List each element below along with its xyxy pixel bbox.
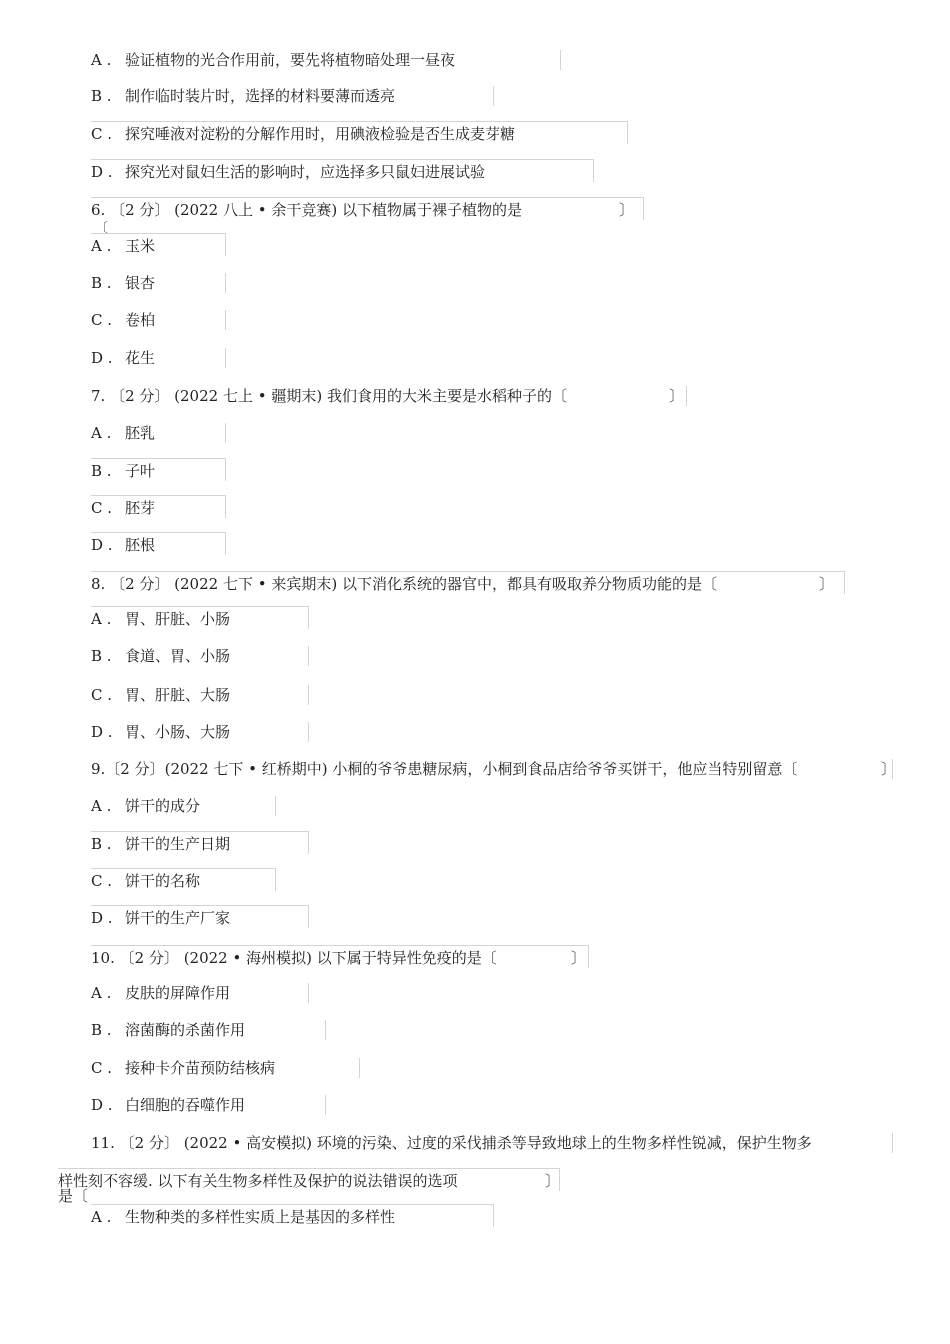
q10-option-c: C . 接种卡介苗预防结核病 [91, 1058, 360, 1078]
q8-option-a: A . 胃、肝脏、小肠 [91, 606, 309, 629]
q6-stem: 6. 〔2 分〕 (2022 八上 • 余干竞赛) 以下植物属于裸子植物的是 〕 [91, 197, 644, 220]
q9-option-b: B . 饼干的生产日期 [91, 831, 309, 854]
q7-option-b: B . 子叶 [91, 458, 226, 481]
q7-option-a: A . 胚乳 [91, 423, 226, 443]
q10-stem: 10. 〔2 分〕 (2022 • 海州模拟) 以下属于特异性免疫的是〔 〕 [91, 945, 589, 968]
q6-option-d: D . 花生 [91, 348, 226, 368]
q7-option-c: C . 胚芽 [91, 495, 226, 518]
q6-option-b: B . 银杏 [91, 273, 226, 293]
q10-option-a: A . 皮肤的屏障作用 [91, 983, 309, 1003]
q11-option-a: A . 生物种类的多样性实质上是基因的多样性 [91, 1204, 494, 1227]
q5-option-d: D . 探究光对鼠妇生活的影响时，应选择多只鼠妇进展试验 [91, 159, 594, 182]
q9-option-d: D . 饼干的生产厂家 [91, 905, 309, 928]
q7-stem: 7. 〔2 分〕 (2022 七上 • 疆期末) 我们食用的大米主要是水稻种子的〔 〕 [91, 386, 687, 406]
q6-option-c: C . 卷柏 [91, 310, 226, 330]
q7-option-d: D . 胚根 [91, 532, 226, 555]
q11-stem-line3: 是〔 [58, 1187, 89, 1205]
q10-option-d: D . 白细胞的吞噬作用 [91, 1095, 326, 1115]
q9-option-c: C . 饼干的名称 [91, 868, 276, 891]
q8-stem: 8. 〔2 分〕 (2022 七下 • 来宾期末) 以下消化系统的器官中，都具有吸取养分物质功能的是〔 〕 [91, 571, 845, 594]
q11-stem-line2: 样性刻不容缓. 以下有关生物多样性及保护的说法错误的选项 〕 [58, 1168, 560, 1191]
q8-option-d: D . 胃、小肠、大肠 [91, 722, 309, 742]
q8-option-b: B . 食道、胃、小肠 [91, 646, 309, 666]
q5-option-b: B . 制作临时装片时，选择的材料要薄而透亮 [91, 86, 494, 106]
q5-option-a: A . 验证植物的光合作用前，要先将植物暗处理一昼夜 [91, 50, 561, 70]
q11-stem-line1: 11. 〔2 分〕 (2022 • 高安模拟) 环境的污染、过度的采伐捕杀等导致地球上的生物多样性锐减，保护生物多 [91, 1133, 893, 1153]
q9-option-a: A . 饼干的成分 [91, 796, 276, 816]
q6-option-a: A . 玉米 [91, 233, 226, 256]
q5-option-c: C . 探究唾液对淀粉的分解作用时，用碘液检验是否生成麦芽糖 [91, 121, 628, 144]
q8-option-c: C . 胃、肝脏、大肠 [91, 685, 309, 705]
q9-stem: 9.〔2 分〕(2022 七下 • 红桥期中) 小桐的爷爷患糖尿病，小桐到食品店给爷爷买饼干，他应当特别留意〔 〕 [91, 760, 897, 778]
q10-option-b: B . 溶菌酶的杀菌作用 [91, 1020, 326, 1040]
q6-open-bracket: 〔 [95, 221, 109, 236]
